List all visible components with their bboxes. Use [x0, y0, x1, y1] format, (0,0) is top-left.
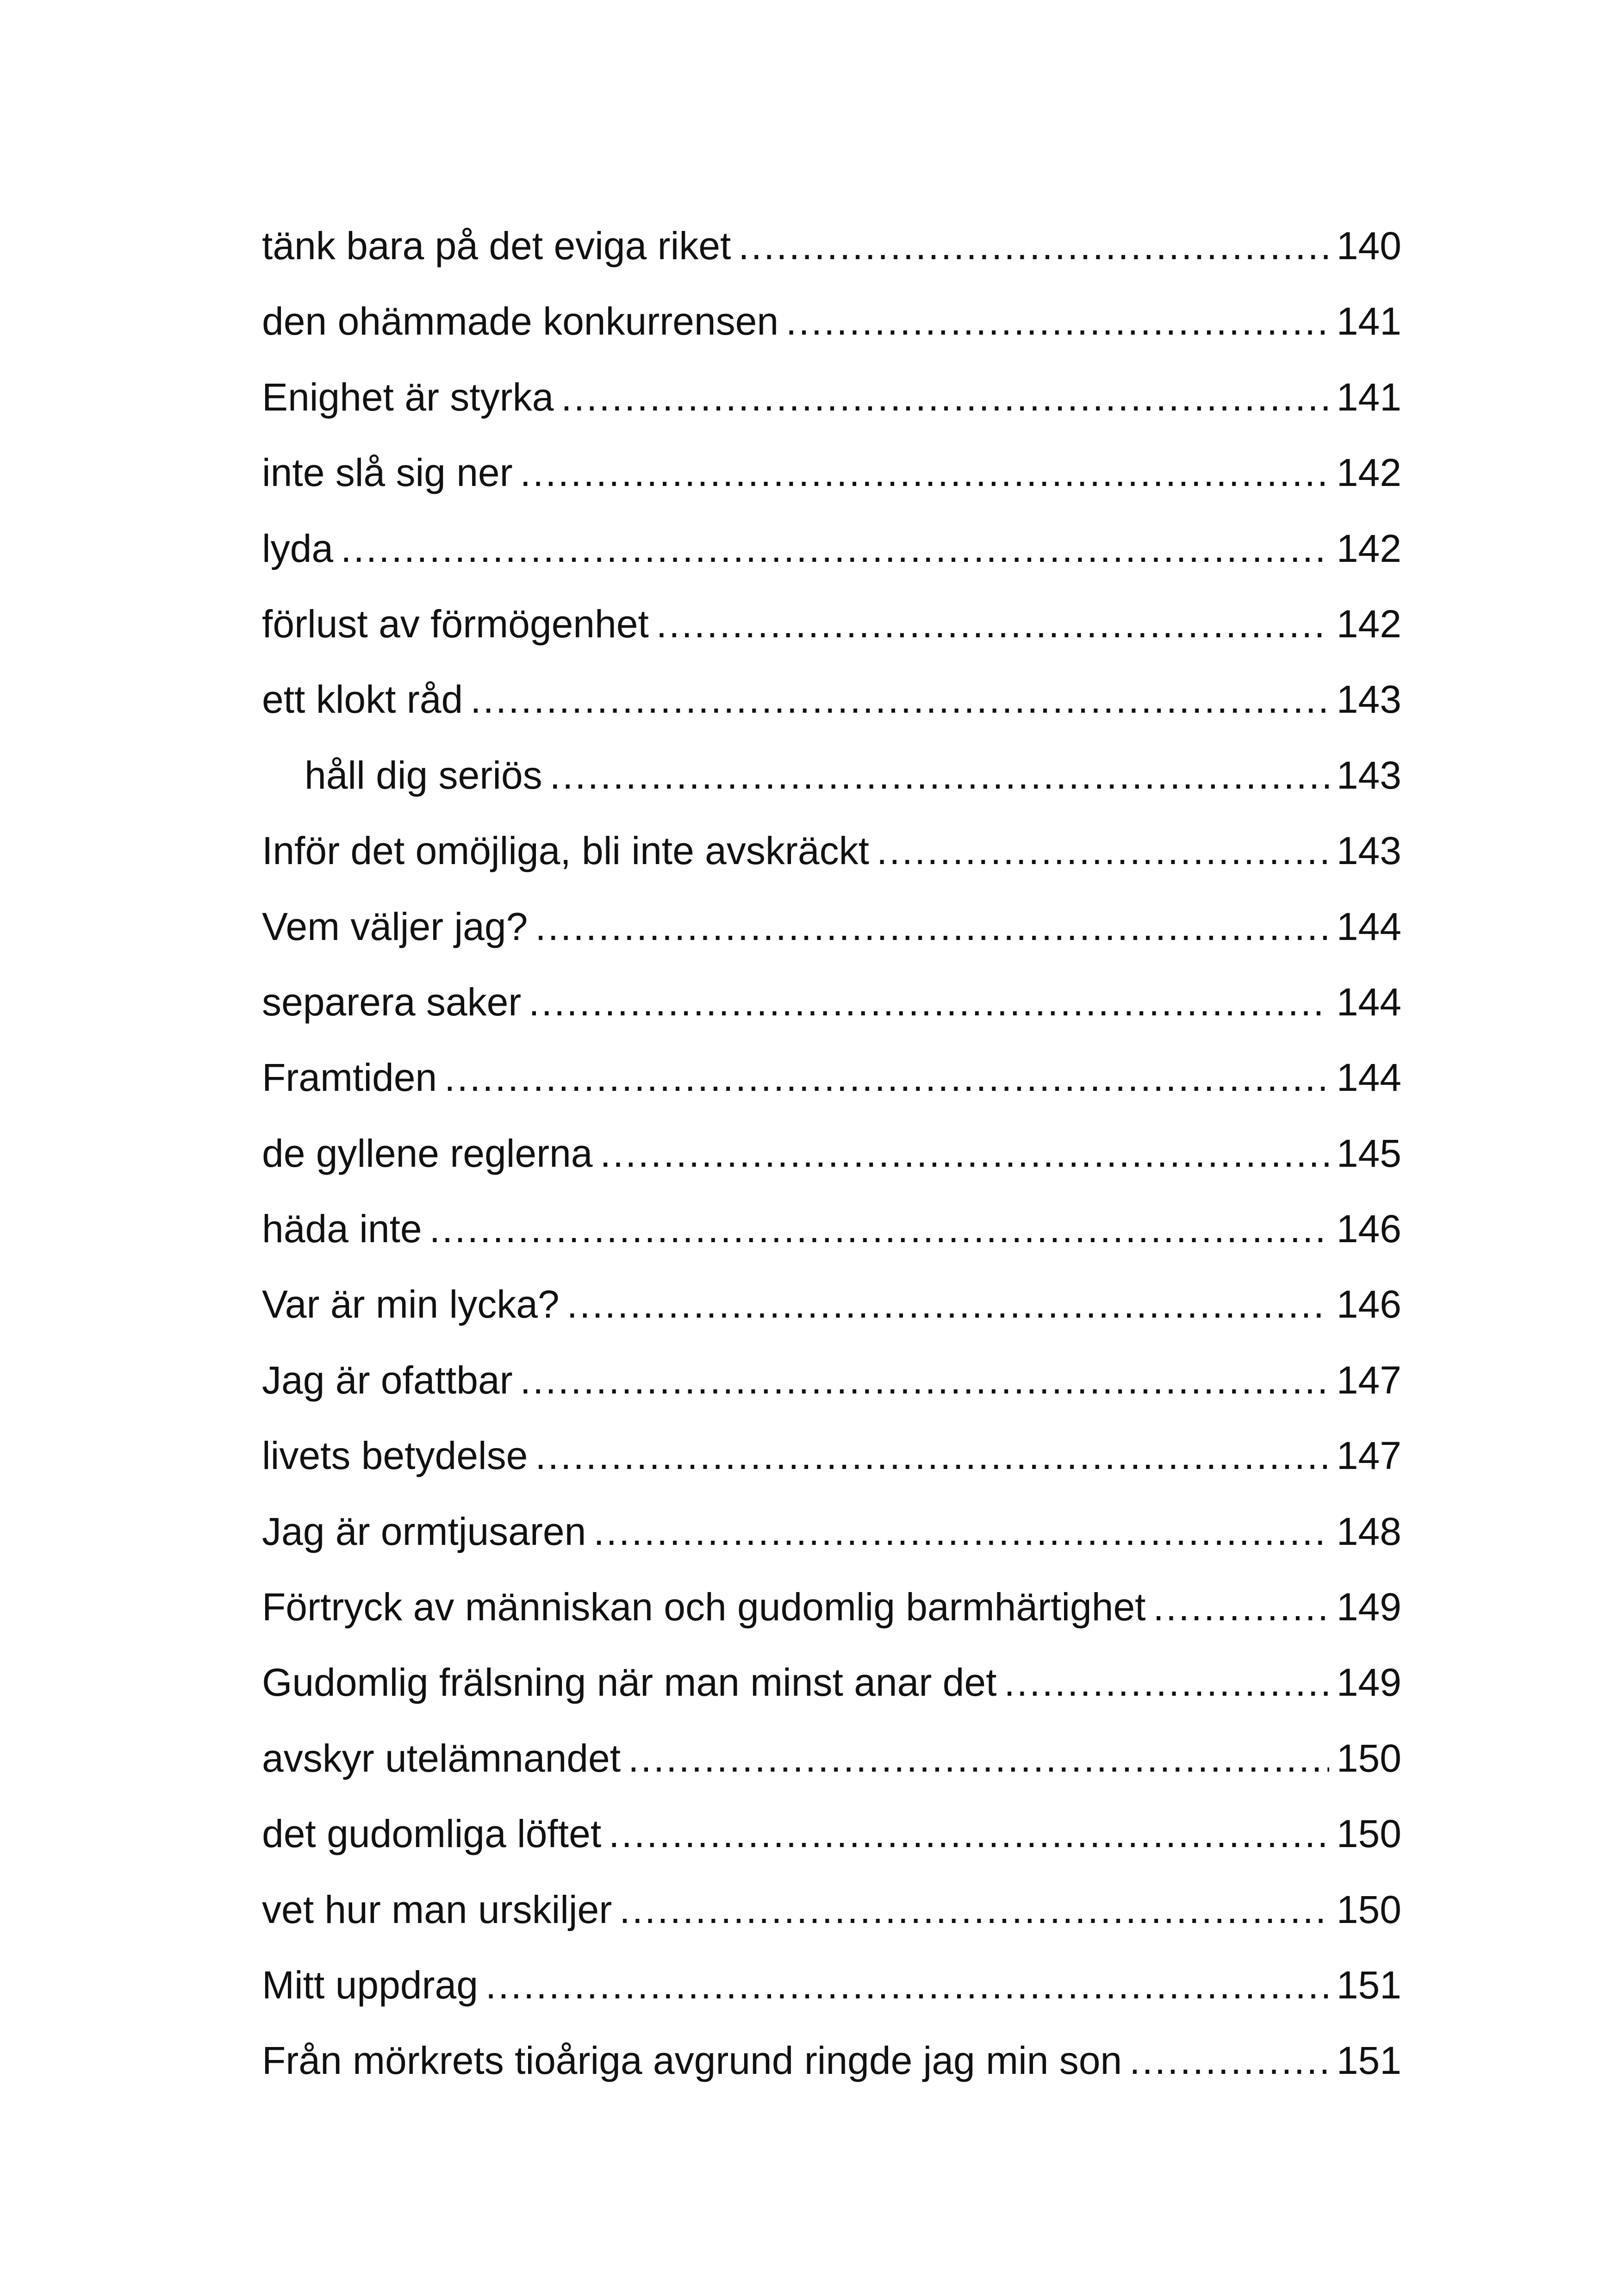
toc-dot-leader [520, 435, 1329, 510]
toc-dot-leader [628, 1721, 1329, 1796]
toc-entry-title: förlust av förmögenhet [262, 602, 649, 646]
toc-entry[interactable] [262, 813, 1401, 889]
toc-entry-title: inte slå sig ner [262, 451, 513, 495]
toc-entry-title: Jag är ormtjusaren [262, 1509, 586, 1553]
toc-page-number: 141 [1336, 299, 1401, 343]
toc-dot-leader [1153, 1569, 1329, 1645]
toc-entry-title: lyda [262, 526, 334, 570]
toc-page-number: 143 [1336, 678, 1401, 722]
toc-entry-title: vet hur man urskiljer [262, 1887, 612, 1931]
toc-page-number: 150 [1336, 1812, 1401, 1856]
toc-entry-title: avskyr utelämnandet [262, 1736, 621, 1780]
toc-entry[interactable] [262, 1040, 1401, 1115]
toc-dot-leader [786, 284, 1329, 359]
toc-page-number: 143 [1336, 829, 1401, 873]
toc-dot-leader [341, 511, 1329, 586]
toc-dot-leader [1129, 2023, 1329, 2098]
toc-entry[interactable] [262, 1569, 1401, 1645]
toc-dot-leader [609, 1796, 1329, 1872]
toc-dot-leader [656, 586, 1329, 662]
toc-page-number: 149 [1336, 1585, 1401, 1629]
toc-dot-leader [600, 1116, 1330, 1191]
toc-entry[interactable] [262, 586, 1401, 662]
table-of-contents [262, 208, 1401, 2099]
toc-entry-title: Gudomlig frälsning när man minst anar det [262, 1661, 997, 1705]
toc-entry[interactable] [262, 1872, 1401, 1948]
toc-dot-leader [535, 1418, 1329, 1493]
toc-entry[interactable] [262, 1418, 1401, 1493]
toc-entry-title: den ohämmade konkurrensen [262, 299, 779, 343]
toc-entry-title: Förtryck av människan och gudomlig barmhärtighet [262, 1585, 1146, 1629]
toc-entry[interactable] [262, 1116, 1401, 1191]
toc-dot-leader [619, 1872, 1329, 1948]
toc-entry-title: Inför det omöjliga, bli inte avskräckt [262, 829, 869, 873]
toc-dot-leader [520, 1343, 1329, 1418]
toc-entry[interactable] [262, 1948, 1401, 2023]
toc-dot-leader [444, 1040, 1329, 1115]
toc-entry-title: Var är min lycka? [262, 1282, 560, 1326]
toc-page-number: 142 [1336, 526, 1401, 570]
toc-dot-leader [529, 964, 1329, 1040]
toc-entry[interactable] [262, 1796, 1401, 1872]
toc-entry[interactable] [262, 511, 1401, 586]
toc-dot-leader [561, 360, 1329, 435]
toc-entry-title: Framtiden [262, 1056, 437, 1100]
toc-entry-title: livets betydelse [262, 1434, 528, 1478]
toc-entry-title: det gudomliga löftet [262, 1812, 602, 1856]
toc-entry[interactable] [262, 1191, 1401, 1267]
toc-page-number: 144 [1336, 1056, 1401, 1100]
toc-entry-title: Från mörkrets tioåriga avgrund ringde jag min son [262, 2039, 1122, 2083]
toc-entry[interactable] [262, 435, 1401, 510]
toc-page-number: 141 [1336, 375, 1401, 419]
toc-page-number: 151 [1336, 1963, 1401, 2007]
toc-page-number: 146 [1336, 1282, 1401, 1326]
toc-entry[interactable] [262, 2023, 1401, 2098]
toc-entry[interactable] [262, 738, 1401, 813]
toc-entry[interactable] [262, 360, 1401, 435]
toc-dot-leader [485, 1948, 1329, 2023]
toc-dot-leader [470, 662, 1329, 737]
toc-dot-leader [429, 1191, 1329, 1267]
toc-entry[interactable] [262, 1343, 1401, 1418]
toc-page-number: 147 [1336, 1358, 1401, 1402]
toc-entry[interactable] [262, 208, 1401, 284]
toc-dot-leader [1004, 1645, 1329, 1720]
toc-page-number: 144 [1336, 904, 1401, 948]
toc-page-number: 142 [1336, 451, 1401, 495]
toc-page-number: 150 [1336, 1736, 1401, 1780]
toc-dot-leader [550, 738, 1329, 813]
toc-entry-title: tänk bara på det eviga riket [262, 224, 731, 268]
toc-page-number: 148 [1336, 1509, 1401, 1553]
toc-entry[interactable] [262, 1645, 1401, 1720]
toc-entry[interactable] [262, 284, 1401, 359]
toc-entry[interactable] [262, 1494, 1401, 1569]
toc-entry-title: de gyllene reglerna [262, 1131, 593, 1175]
toc-entry-title: ett klokt råd [262, 678, 463, 722]
toc-entry[interactable] [262, 964, 1401, 1040]
toc-page-number: 144 [1336, 980, 1401, 1024]
toc-page-number: 142 [1336, 602, 1401, 646]
toc-entry[interactable] [262, 889, 1401, 964]
toc-entry[interactable] [262, 1267, 1401, 1342]
toc-page-number: 150 [1336, 1887, 1401, 1931]
toc-page-number: 140 [1336, 224, 1401, 268]
toc-page-number: 151 [1336, 2039, 1401, 2083]
toc-entry-title: separera saker [262, 980, 522, 1024]
toc-dot-leader [877, 813, 1329, 889]
toc-dot-leader [593, 1494, 1329, 1569]
toc-entry-title: Vem väljer jag? [262, 904, 528, 948]
toc-dot-leader [738, 208, 1329, 284]
toc-entry-title: håll dig seriös [305, 753, 542, 797]
toc-page-number: 145 [1336, 1131, 1401, 1175]
toc-page-number: 146 [1336, 1207, 1401, 1251]
toc-entry-title: Mitt uppdrag [262, 1963, 478, 2007]
toc-entry-title: häda inte [262, 1207, 422, 1251]
toc-dot-leader [535, 889, 1329, 964]
toc-dot-leader [567, 1267, 1329, 1342]
toc-page-number: 147 [1336, 1434, 1401, 1478]
toc-entry[interactable] [262, 1721, 1401, 1796]
toc-page-number: 149 [1336, 1661, 1401, 1705]
toc-entry-title: Enighet är styrka [262, 375, 554, 419]
toc-entry-title: Jag är ofattbar [262, 1358, 513, 1402]
toc-entry[interactable] [262, 662, 1401, 737]
toc-page-number: 143 [1336, 753, 1401, 797]
